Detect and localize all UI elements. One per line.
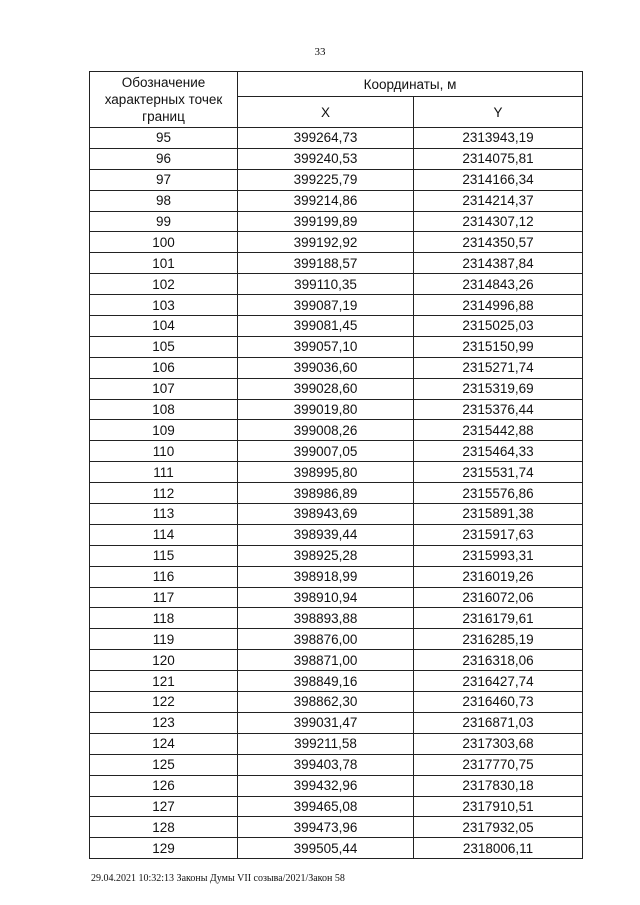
x-coordinate-cell: 399403,78 (238, 754, 414, 775)
x-coordinate-cell: 399240,53 (238, 148, 414, 169)
x-coordinate-cell: 399036,60 (238, 357, 414, 378)
point-number-cell: 111 (90, 462, 238, 483)
y-coordinate-cell: 2314387,84 (414, 253, 583, 274)
x-coordinate-cell: 398876,00 (238, 629, 414, 650)
table-row (90, 441, 583, 462)
table-body (90, 128, 583, 859)
x-coordinate-cell: 399031,47 (238, 712, 414, 733)
y-coordinate-cell: 2317830,18 (414, 775, 583, 796)
y-coordinate-cell: 2315993,31 (414, 545, 583, 566)
point-number-cell: 117 (90, 587, 238, 608)
table-row (90, 211, 583, 232)
table-row (90, 253, 583, 274)
y-coordinate-cell: 2315442,88 (414, 420, 583, 441)
point-number-cell: 95 (90, 128, 238, 149)
y-coordinate-cell: 2316871,03 (414, 712, 583, 733)
page-number: 33 (314, 46, 326, 58)
point-number-cell: 101 (90, 253, 238, 274)
point-number-cell: 102 (90, 274, 238, 295)
point-number-cell: 123 (90, 712, 238, 733)
y-coordinate-cell: 2317770,75 (414, 754, 583, 775)
y-coordinate-cell: 2316460,73 (414, 692, 583, 713)
table-row (90, 587, 583, 608)
point-number-cell: 116 (90, 566, 238, 587)
y-coordinate-cell: 2316285,19 (414, 629, 583, 650)
point-number-cell: 120 (90, 650, 238, 671)
point-number-cell: 118 (90, 608, 238, 629)
table-row (90, 650, 583, 671)
y-coordinate-cell: 2316427,74 (414, 671, 583, 692)
y-coordinate-cell: 2314166,34 (414, 169, 583, 190)
table-row (90, 629, 583, 650)
x-coordinate-cell: 398871,00 (238, 650, 414, 671)
x-coordinate-cell: 399028,60 (238, 378, 414, 399)
point-number-cell: 124 (90, 733, 238, 754)
y-coordinate-cell: 2317303,68 (414, 733, 583, 754)
point-number-cell: 113 (90, 504, 238, 525)
y-coordinate-cell: 2315150,99 (414, 336, 583, 357)
y-coordinate-cell: 2314075,81 (414, 148, 583, 169)
table-row (90, 357, 583, 378)
header-designation: Обозначение характерных точек границ (90, 72, 238, 128)
y-coordinate-cell: 2315891,38 (414, 504, 583, 525)
y-coordinate-cell: 2314996,88 (414, 295, 583, 316)
table-row (90, 169, 583, 190)
y-coordinate-cell: 2316318,06 (414, 650, 583, 671)
point-number-cell: 98 (90, 190, 238, 211)
y-coordinate-cell: 2315271,74 (414, 357, 583, 378)
y-coordinate-cell: 2315376,44 (414, 399, 583, 420)
y-coordinate-cell: 2314843,26 (414, 274, 583, 295)
point-number-cell: 119 (90, 629, 238, 650)
table-row (90, 504, 583, 525)
point-number-cell: 122 (90, 692, 238, 713)
point-number-cell: 114 (90, 524, 238, 545)
y-coordinate-cell: 2318006,11 (414, 838, 583, 859)
table-row (90, 712, 583, 733)
x-coordinate-cell: 398925,28 (238, 545, 414, 566)
x-coordinate-cell: 399019,80 (238, 399, 414, 420)
point-number-cell: 129 (90, 838, 238, 859)
header-coordinates: Координаты, м (238, 72, 583, 97)
point-number-cell: 110 (90, 441, 238, 462)
y-coordinate-cell: 2315576,86 (414, 483, 583, 504)
point-number-cell: 127 (90, 796, 238, 817)
y-coordinate-cell: 2315531,74 (414, 462, 583, 483)
table-row (90, 378, 583, 399)
point-number-cell: 121 (90, 671, 238, 692)
table-row (90, 295, 583, 316)
point-number-cell: 126 (90, 775, 238, 796)
table-row (90, 274, 583, 295)
x-coordinate-cell: 399211,58 (238, 733, 414, 754)
x-coordinate-cell: 399264,73 (238, 128, 414, 149)
table-row (90, 733, 583, 754)
table-row (90, 775, 583, 796)
x-coordinate-cell: 398986,89 (238, 483, 414, 504)
table-row (90, 420, 583, 441)
footer-stamp: 29.04.2021 10:32:13 Законы Думы VII созыва/2021/Закон 58 (91, 873, 345, 884)
table-row (90, 838, 583, 859)
point-number-cell: 97 (90, 169, 238, 190)
x-coordinate-cell: 399505,44 (238, 838, 414, 859)
x-coordinate-cell: 398918,99 (238, 566, 414, 587)
table-row (90, 692, 583, 713)
y-coordinate-cell: 2316179,61 (414, 608, 583, 629)
point-number-cell: 109 (90, 420, 238, 441)
point-number-cell: 103 (90, 295, 238, 316)
table-row (90, 796, 583, 817)
point-number-cell: 107 (90, 378, 238, 399)
x-coordinate-cell: 399199,89 (238, 211, 414, 232)
table-row (90, 754, 583, 775)
point-number-cell: 99 (90, 211, 238, 232)
table-row (90, 399, 583, 420)
header-x: X (238, 97, 414, 128)
point-number-cell: 125 (90, 754, 238, 775)
x-coordinate-cell: 398862,30 (238, 692, 414, 713)
coordinates-table (89, 71, 583, 859)
table-row (90, 232, 583, 253)
y-coordinate-cell: 2317910,51 (414, 796, 583, 817)
x-coordinate-cell: 399473,96 (238, 817, 414, 838)
table-row (90, 336, 583, 357)
table-row (90, 566, 583, 587)
x-coordinate-cell: 399081,45 (238, 316, 414, 337)
y-coordinate-cell: 2316019,26 (414, 566, 583, 587)
x-coordinate-cell: 399188,57 (238, 253, 414, 274)
y-coordinate-cell: 2314214,37 (414, 190, 583, 211)
x-coordinate-cell: 399192,92 (238, 232, 414, 253)
y-coordinate-cell: 2316072,06 (414, 587, 583, 608)
x-coordinate-cell: 399008,26 (238, 420, 414, 441)
table-row (90, 671, 583, 692)
x-coordinate-cell: 398849,16 (238, 671, 414, 692)
point-number-cell: 104 (90, 316, 238, 337)
x-coordinate-cell: 398995,80 (238, 462, 414, 483)
y-coordinate-cell: 2315917,63 (414, 524, 583, 545)
table-row (90, 128, 583, 149)
point-number-cell: 105 (90, 336, 238, 357)
x-coordinate-cell: 399110,35 (238, 274, 414, 295)
table-row (90, 316, 583, 337)
point-number-cell: 128 (90, 817, 238, 838)
x-coordinate-cell: 399007,05 (238, 441, 414, 462)
x-coordinate-cell: 399465,08 (238, 796, 414, 817)
point-number-cell: 100 (90, 232, 238, 253)
x-coordinate-cell: 398939,44 (238, 524, 414, 545)
y-coordinate-cell: 2314350,57 (414, 232, 583, 253)
point-number-cell: 96 (90, 148, 238, 169)
point-number-cell: 115 (90, 545, 238, 566)
table-row (90, 608, 583, 629)
table-row (90, 483, 583, 504)
x-coordinate-cell: 399432,96 (238, 775, 414, 796)
x-coordinate-cell: 399214,86 (238, 190, 414, 211)
x-coordinate-cell: 398910,94 (238, 587, 414, 608)
table-row (90, 524, 583, 545)
y-coordinate-cell: 2317932,05 (414, 817, 583, 838)
point-number-cell: 112 (90, 483, 238, 504)
x-coordinate-cell: 398943,69 (238, 504, 414, 525)
header-y: Y (414, 97, 583, 128)
y-coordinate-cell: 2315464,33 (414, 441, 583, 462)
x-coordinate-cell: 398893,88 (238, 608, 414, 629)
point-number-cell: 108 (90, 399, 238, 420)
y-coordinate-cell: 2315025,03 (414, 316, 583, 337)
y-coordinate-cell: 2313943,19 (414, 128, 583, 149)
x-coordinate-cell: 399087,19 (238, 295, 414, 316)
x-coordinate-cell: 399057,10 (238, 336, 414, 357)
table-row (90, 148, 583, 169)
table-row (90, 817, 583, 838)
table-row (90, 545, 583, 566)
table-row (90, 190, 583, 211)
x-coordinate-cell: 399225,79 (238, 169, 414, 190)
y-coordinate-cell: 2315319,69 (414, 378, 583, 399)
table-row (90, 462, 583, 483)
point-number-cell: 106 (90, 357, 238, 378)
y-coordinate-cell: 2314307,12 (414, 211, 583, 232)
